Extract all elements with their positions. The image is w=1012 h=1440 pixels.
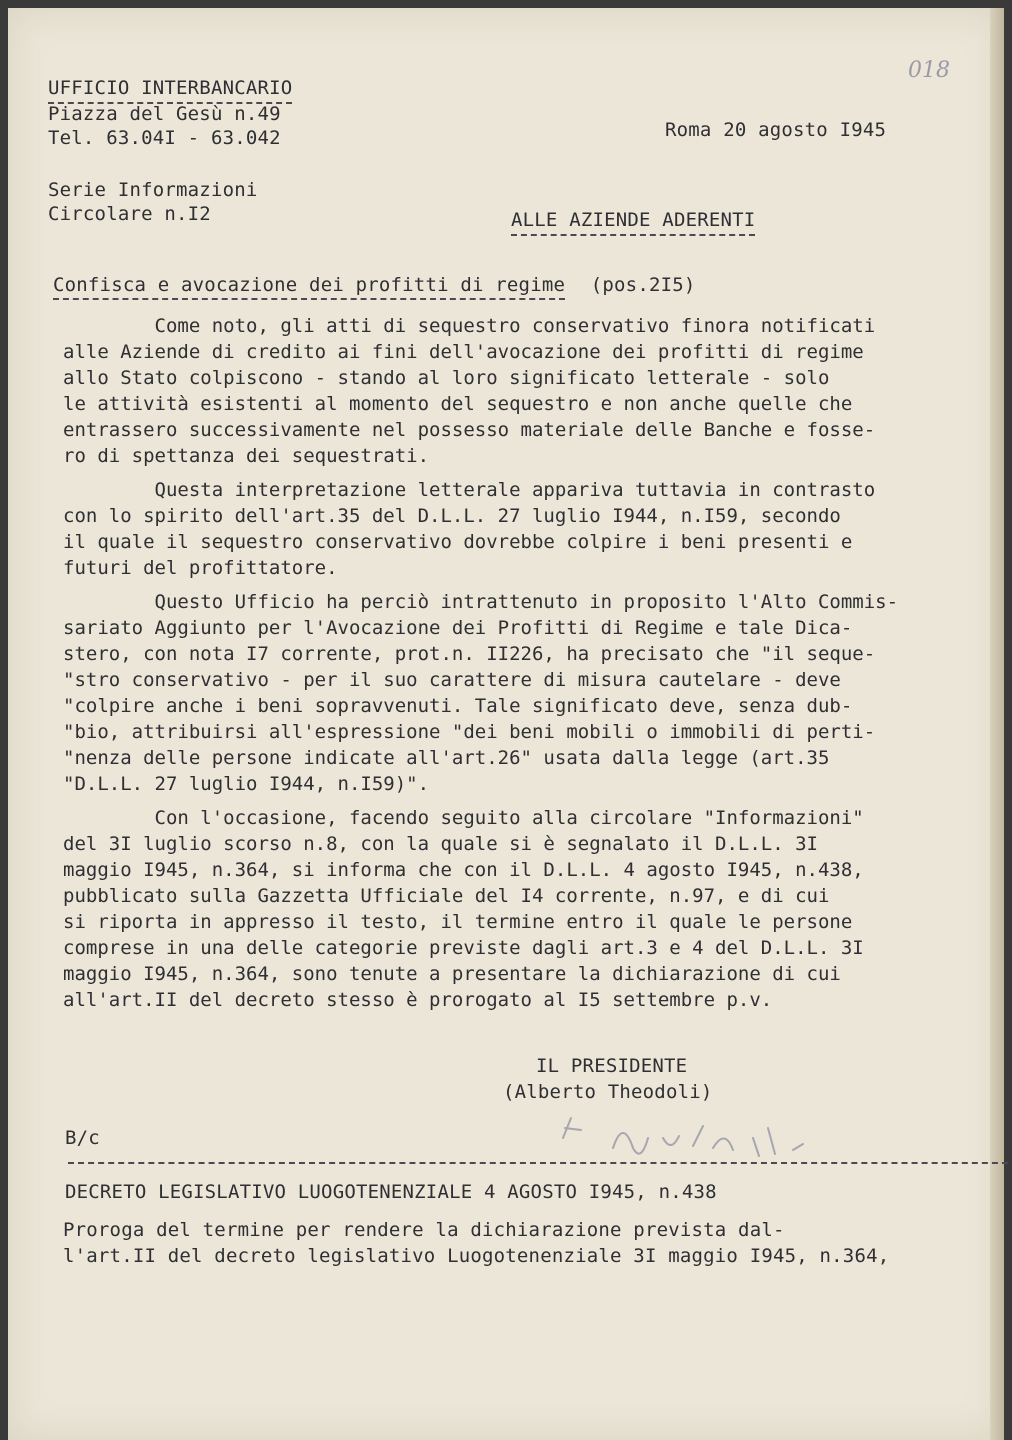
body-line: Questo Ufficio ha perciò intrattenuto in proposito l'Alto Commis- — [63, 591, 899, 613]
body-line: Questa interpretazione letterale appariva tuttavia in contrasto — [63, 479, 876, 501]
body-line: stero, con nota I7 corrente, prot.n. II226, ha precisato che "il seque- — [63, 643, 876, 665]
body-line: allo Stato colpiscono - stando al loro significato letterale - solo — [63, 367, 830, 389]
body-line: il quale il sequestro conservativo dovrebbe colpire i beni presenti e — [63, 531, 853, 553]
decree-line-2: l'art.II del decreto legislativo Luogotenenziale 3I maggio I945, n.364, — [63, 1245, 890, 1267]
subject-ref: (pos.2I5) — [590, 274, 696, 296]
body-line: entrassero successivamente nel possesso materiale delle Banche e fosse- — [63, 419, 876, 441]
body-line: alle Aziende di credito ai fini dell'avocazione dei profitti di regime — [63, 341, 864, 363]
body-line: maggio I945, n.364, sono tenute a presentare la dichiarazione di cui — [63, 963, 841, 985]
series-label: Serie Informazioni — [48, 179, 258, 201]
decree-line-1: Proroga del termine per rendere la dichiarazione prevista dal- — [63, 1219, 785, 1241]
body-line: pubblicato sulla Gazzetta Ufficiale del I4 corrente, n.97, e di cui — [63, 885, 830, 907]
body-line: ro di spettanza dei sequestrati. — [63, 445, 430, 467]
subject-line — [53, 273, 696, 297]
signatory-name: (Alberto Theodoli) — [503, 1081, 713, 1103]
circular-number: Circolare n.I2 — [48, 203, 211, 225]
org-phone: Tel. 63.04I - 63.042 — [48, 127, 281, 149]
typist-initials: B/c — [65, 1127, 100, 1149]
org-address: Piazza del Gesù n.49 — [48, 103, 281, 125]
body-line: del 3I luglio scorso n.8, con la quale si è segnalato il D.L.L. 3I — [63, 833, 818, 855]
body-line: "stro conservativo - per il suo carattere di misura cautelare - deve — [63, 669, 841, 691]
document-page — [8, 8, 1004, 1440]
subject-title: Confisca e avocazione dei profitti di regime — [53, 274, 565, 300]
signatory-title: IL PRESIDENTE — [536, 1055, 688, 1077]
body-line: "bio, attribuirsi all'espressione "dei beni mobili o immobili di perti- — [63, 721, 876, 743]
body-line: con lo spirito dell'art.35 del D.L.L. 27 luglio I944, n.I59, secondo — [63, 505, 841, 527]
body-line: Come noto, gli atti di sequestro conservativo finora notificati — [63, 315, 876, 337]
body-line: futuri del profittatore. — [63, 557, 338, 579]
body-line: "D.L.L. 27 luglio I944, n.I59)". — [63, 773, 430, 795]
handwritten-signature — [553, 1108, 823, 1168]
archive-number: 018 — [908, 58, 950, 83]
decree-title: DECRETO LEGISLATIVO LUOGOTENENZIALE 4 AGOSTO I945, n.438 — [65, 1181, 717, 1203]
body-line: comprese in una delle categorie previste dagli art.3 e 4 del D.L.L. 3I — [63, 937, 864, 959]
body-line: le attività esistenti al momento del sequestro e non anche quelle che — [63, 393, 853, 415]
recipient: ALLE AZIENDE ADERENTI — [511, 208, 755, 236]
org-name: UFFICIO INTERBANCARIO — [48, 76, 292, 104]
body-line: "colpire anche i beni sopravvenuti. Tale significato deve, senza dub- — [63, 695, 853, 717]
separator-line — [68, 1162, 1012, 1164]
body-line: si riporta in appresso il testo, il termine entro il quale le persone — [63, 911, 853, 933]
page-edge — [990, 8, 1004, 1440]
letter-date: Roma 20 agosto I945 — [665, 119, 887, 141]
body-line: all'art.II del decreto stesso è prorogato al I5 settembre p.v. — [63, 989, 773, 1011]
body-line: sariato Aggiunto per l'Avocazione dei Profitti di Regime e tale Dica- — [63, 617, 853, 639]
body-line: "nenza delle persone indicate all'art.26" usata dalla legge (art.35 — [63, 747, 830, 769]
body-line: Con l'occasione, facendo seguito alla circolare "Informazioni" — [63, 807, 864, 829]
body-line: maggio I945, n.364, si informa che con il D.L.L. 4 agosto I945, n.438, — [63, 859, 864, 881]
